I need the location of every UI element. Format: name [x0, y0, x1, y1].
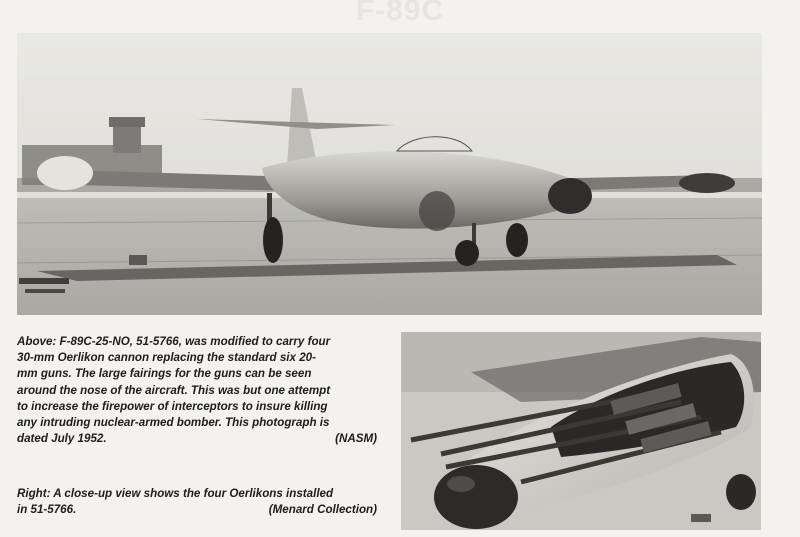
aircraft-photo [17, 33, 762, 315]
main-caption [17, 334, 377, 447]
caption-line: Above: F-89C-25-NO, 51-5766, was modified to carry four [17, 335, 331, 348]
caption-line: in 51-5766. [17, 503, 77, 517]
caption-credit-line [17, 431, 377, 447]
photo-credit: (NASM) [335, 432, 377, 446]
caption-line: around the nose of the aircraft. This was but one attempt [17, 383, 331, 397]
caption-line: any intruding nuclear-armed bomber. This photograph is [17, 416, 330, 430]
closeup-caption [17, 486, 377, 518]
cannon-closeup-photo [401, 332, 761, 530]
photo-credit: (Menard Collection) [268, 503, 377, 517]
page-header-bleed: F-89C [355, 0, 445, 27]
caption-line: to increase the firepower of interceptors to insure killing [17, 399, 328, 413]
caption-line: dated July 1952. [17, 432, 107, 446]
caption-line: mm guns. The large fairings for the guns can be seen [17, 367, 312, 381]
caption-line: Right: A close-up view shows the four Oerlikons installed [17, 487, 334, 500]
caption-line: 30-mm Oerlikon cannon replacing the standard six 20- [17, 351, 316, 365]
caption-credit-line [17, 502, 377, 518]
